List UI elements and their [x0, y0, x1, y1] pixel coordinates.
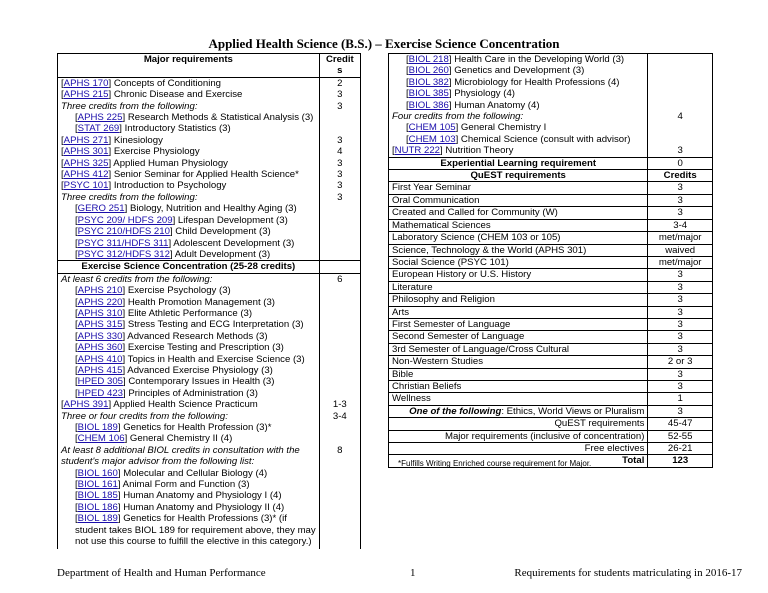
course-line: [HPED 305] Contemporary Issues in Health (3) — [75, 376, 275, 388]
course-line: [APHS 170] Concepts of Conditioning — [61, 77, 222, 89]
document-title: Applied Health Science (B.S.) – Exercise Science Concentration — [208, 36, 560, 51]
course-title: Three credits from the following: — [61, 100, 198, 112]
course-title: Genetics for Health Profession (3)* — [120, 422, 272, 433]
course-line: [APHS 315] Stress Testing and ECG Interpretation (3) — [75, 319, 304, 331]
quest-credit: 3 — [648, 380, 713, 392]
course-line: [CHEM 106] General Chemistry II (4) — [75, 433, 233, 445]
credit-value — [323, 123, 357, 134]
course-line: [PSYC 209/ HDFS 209] Lifespan Development (3) — [75, 214, 288, 226]
quest-label: Second Semester of Language — [389, 331, 648, 343]
course-line: [BIOL 218] Health Care in the Developing World (3) — [406, 54, 625, 65]
quest-label: Social Science (PSYC 101) — [389, 256, 648, 268]
course-line: [STAT 269] Introductory Statistics (3) — [75, 123, 231, 135]
credit-value — [651, 65, 709, 76]
course-link[interactable]: CHEM 105 — [408, 122, 456, 134]
course-line: [APHS 330] Advanced Research Methods (3) — [75, 330, 268, 342]
course-title: Advanced Exercise Physiology (3) — [125, 364, 273, 376]
credit-value — [323, 319, 357, 330]
course-title: Animal Form and Function (3) — [120, 479, 250, 491]
course-line: [APHS 210] Exercise Psychology (3) — [75, 285, 231, 297]
course-title: Senior Seminar for Applied Health Science* — [111, 169, 299, 181]
credit-value: 3 — [337, 100, 343, 112]
quest-row — [389, 244, 713, 256]
course-link[interactable]: APHS 215 — [63, 89, 109, 101]
credit-value — [323, 376, 357, 387]
course-title: Introductory Statistics (3) — [121, 123, 231, 135]
course-line: [PSYC 210/HDFS 210] Child Development (3) — [75, 226, 271, 238]
course-line: [BIOL 160] Molecular and Cellular Biology (4) — [75, 467, 268, 479]
course-line: [PSYC 311/HDFS 311] Adolescent Development (3) — [75, 237, 295, 249]
course-link[interactable]: APHS 220 — [77, 296, 123, 308]
footer-page-number: 1 — [410, 567, 416, 579]
continued-courses-cell — [389, 54, 648, 158]
course-link[interactable]: APHS 210 — [77, 285, 123, 297]
course-line: [APHS 360] Exercise Testing and Prescription (3) — [75, 342, 284, 354]
quest-label: Oral Communication — [389, 194, 648, 206]
course-link[interactable]: APHS 170 — [63, 77, 109, 89]
requirement-note — [61, 456, 316, 467]
major-requirements-table — [57, 53, 361, 549]
course-title: At least 6 credits from the following: — [61, 273, 213, 285]
course-title: Biology, Nutrition and Healthy Aging (3) — [127, 203, 297, 215]
credit-value — [651, 54, 709, 65]
credits-header: Credit s — [319, 54, 360, 78]
course-title: Chronic Disease and Exercise — [111, 89, 243, 101]
quest-row — [389, 207, 713, 219]
quest-label: Non-Western Studies — [389, 356, 648, 368]
credit-value: 3 — [337, 157, 343, 169]
quest-label: Created and Called for Community (W) — [389, 207, 648, 219]
totals-credit: 26-21 — [648, 443, 713, 455]
course-link[interactable]: APHS 410 — [77, 353, 123, 365]
requirement-note — [61, 274, 316, 285]
course-link[interactable]: PSYC 209/ HDFS 209 — [77, 214, 173, 226]
course-line: [CHEM 103] Chemical Science (consult with advisor) — [406, 133, 631, 145]
quest-label: Science, Technology & the World (APHS 301) — [389, 244, 648, 256]
requirement-note — [61, 525, 316, 536]
quest-row — [389, 219, 713, 231]
course-link[interactable]: APHS 301 — [63, 146, 109, 158]
quest-label: First Semester of Language — [389, 318, 648, 330]
quest-label: Philosophy and Religion — [389, 294, 648, 306]
quest-header: QuEST requirements — [389, 170, 648, 182]
course-title: Contemporary Issues in Health (3) — [125, 376, 275, 388]
credit-value — [323, 285, 357, 296]
quest-credit: 3 — [648, 182, 713, 194]
course-line: [APHS 220] Health Promotion Management (3) — [75, 296, 275, 308]
totals-row — [389, 418, 713, 430]
requirement-note — [61, 192, 316, 203]
concentration-credits-cell — [319, 273, 360, 549]
course-link[interactable]: APHS 412 — [63, 169, 109, 181]
course-link[interactable]: BIOL 161 — [77, 479, 118, 491]
requirement-note — [61, 411, 316, 422]
course-title: At least 8 additional BIOL credits in consultation with the — [61, 444, 300, 456]
major-requirements-cell — [58, 77, 320, 261]
credit-value: 8 — [337, 444, 343, 456]
credit-value — [651, 134, 709, 145]
credit-value — [323, 331, 357, 342]
credit-value — [323, 215, 357, 226]
course-title: Physiology (4) — [451, 88, 515, 100]
credit-value: 3 — [337, 134, 343, 146]
course-link[interactable]: APHS 310 — [77, 307, 123, 319]
course-title: Four credits from the following: — [392, 111, 524, 123]
course-title: Health Promotion Management (3) — [125, 296, 275, 308]
credit-value — [323, 365, 357, 376]
course-link[interactable]: BIOL 189 — [77, 513, 118, 525]
course-link[interactable]: BIOL 385 — [408, 88, 449, 100]
course-link[interactable]: CHEM 106 — [77, 433, 125, 445]
course-line: [APHS 271] Kinesiology — [61, 134, 163, 146]
credit-value — [651, 100, 709, 111]
credit-value — [323, 238, 357, 249]
continued-credits-cell — [648, 54, 713, 158]
requirement-note — [61, 101, 316, 112]
course-line: [PSYC 312/HDFS 312] Adult Development (3) — [75, 248, 271, 260]
quest-credit: 3 — [648, 207, 713, 219]
course-title: Three or four credits from the following: — [61, 410, 228, 422]
quest-label: Bible — [389, 368, 648, 380]
quest-row — [389, 269, 713, 281]
quest-credit: 3 — [648, 269, 713, 281]
credit-value: 1-3 — [332, 399, 347, 411]
credit-value: 3-4 — [332, 410, 347, 422]
quest-label: Laboratory Science (CHEM 103 or 105) — [389, 232, 648, 244]
credit-value: 3 — [337, 191, 343, 203]
credit-value: 3 — [677, 145, 683, 157]
course-link[interactable]: HPED 305 — [77, 376, 123, 388]
course-title: Kinesiology — [111, 134, 163, 146]
credit-value — [323, 456, 357, 467]
course-title: Human Anatomy and Physiology II (4) — [120, 501, 285, 513]
quest-row — [389, 256, 713, 268]
quest-label: First Year Seminar — [389, 182, 648, 194]
concentration-cell — [58, 273, 320, 549]
concentration-header: Exercise Science Concentration (25-28 credits) — [58, 261, 320, 273]
course-line: [APHS 215] Chronic Disease and Exercise — [61, 89, 243, 101]
course-title: Genetics and Development (3) — [451, 65, 585, 77]
course-link[interactable]: PSYC 312/HDFS 312 — [77, 248, 170, 260]
total-label: Total — [389, 455, 648, 467]
course-title: not use this course to fulfill the elective in this category.) — [75, 536, 312, 548]
course-link[interactable]: APHS 360 — [77, 342, 123, 354]
course-link[interactable]: APHS 415 — [77, 364, 123, 376]
course-title: Introduction to Psychology — [111, 180, 227, 192]
course-title: Applied Human Physiology — [111, 157, 228, 169]
requirement-note — [61, 445, 316, 456]
course-title: Adult Development (3) — [172, 248, 271, 260]
quest-row — [389, 281, 713, 293]
course-link[interactable]: CHEM 103 — [408, 133, 456, 145]
course-link[interactable]: APHS 330 — [77, 330, 123, 342]
quest-credit: met/major — [648, 256, 713, 268]
course-title: Elite Athletic Performance (3) — [125, 307, 253, 319]
footer-matriculation-note: Requirements for students matriculating in 2016-17 — [514, 567, 742, 579]
major-requirements-header: Major requirements — [58, 54, 320, 78]
quest-credit: 2 or 3 — [648, 356, 713, 368]
course-line: [APHS 391] Applied Health Science Practicum — [61, 399, 258, 411]
quest-credit: 3 — [648, 368, 713, 380]
course-title: Chemical Science (consult with advisor) — [458, 133, 631, 145]
course-link[interactable]: BIOL 382 — [408, 76, 449, 88]
major-credits-cell — [319, 77, 360, 261]
course-title: Adolescent Development (3) — [171, 237, 295, 249]
experiential-learning-label: Experiential Learning requirement — [389, 157, 648, 169]
credit-value — [323, 479, 357, 490]
footer-department: Department of Health and Human Performance — [57, 567, 266, 579]
course-line: [BIOL 385] Physiology (4) — [406, 88, 515, 100]
quest-label: European History or U.S. History — [389, 269, 648, 281]
experiential-learning-credit: 0 — [648, 157, 713, 169]
credit-value: 6 — [337, 273, 343, 285]
totals-label: Free electives — [389, 443, 648, 455]
course-line: [APHS 415] Advanced Exercise Physiology (3) — [75, 364, 273, 376]
quest-row — [389, 343, 713, 355]
credit-value — [651, 88, 709, 99]
course-line: [GERO 251] Biology, Nutrition and Healthy Aging (3) — [75, 203, 297, 215]
credit-value: 3 — [337, 89, 343, 101]
quest-requirements-table — [388, 53, 713, 468]
course-title: Human Anatomy (4) — [451, 99, 540, 111]
course-line: [BIOL 189] Genetics for Health Profession (3)* — [75, 422, 272, 433]
course-link[interactable]: BIOL 189 — [77, 422, 118, 433]
credit-value — [323, 422, 357, 433]
course-title: Exercise Physiology — [111, 146, 200, 158]
course-title: Health Care in the Developing World (3) — [451, 54, 625, 65]
quest-credit: 3 — [648, 318, 713, 330]
quest-credit: 3-4 — [648, 219, 713, 231]
course-link[interactable]: BIOL 386 — [408, 99, 449, 111]
course-title: Exercise Testing and Prescription (3) — [125, 342, 284, 354]
course-title: Three credits from the following: — [61, 191, 198, 203]
course-link[interactable]: BIOL 218 — [408, 54, 449, 65]
course-title: Human Anatomy and Physiology I (4) — [120, 490, 282, 502]
total-credit: 123 — [648, 455, 713, 467]
course-title: Concepts of Conditioning — [111, 77, 222, 89]
credit-value: 4 — [677, 111, 683, 123]
course-link[interactable]: APHS 391 — [63, 399, 109, 411]
credit-value — [323, 297, 357, 308]
credit-value — [323, 490, 357, 501]
quest-label: Arts — [389, 306, 648, 318]
one-of-following-label: One of the following: Ethics, World Views or Pluralism — [389, 405, 648, 417]
course-title: Microbiology for Health Professions (4) — [451, 76, 620, 88]
concentration-header-credit — [319, 261, 360, 273]
course-line: [APHS 410] Topics in Health and Exercise Science (3) — [75, 353, 305, 365]
totals-row — [389, 430, 713, 442]
course-line: [BIOL 386] Human Anatomy (4) — [406, 99, 540, 111]
course-title: Advanced Research Methods (3) — [125, 330, 268, 342]
course-title: Child Development (3) — [172, 226, 271, 238]
credit-value: 3 — [337, 180, 343, 192]
course-title: Exercise Psychology (3) — [125, 285, 231, 297]
quest-credit: met/major — [648, 232, 713, 244]
course-link[interactable]: STAT 269 — [77, 123, 120, 135]
quest-credit: 3 — [648, 331, 713, 343]
quest-row — [389, 194, 713, 206]
quest-row — [389, 368, 713, 380]
credit-value — [323, 342, 357, 353]
course-link[interactable]: BIOL 186 — [77, 501, 118, 513]
credit-value — [323, 249, 357, 260]
quest-credit: waived — [648, 244, 713, 256]
credit-value — [323, 468, 357, 479]
course-link[interactable]: APHS 271 — [63, 134, 109, 146]
course-line: [CHEM 105] General Chemistry I — [406, 122, 547, 134]
credit-value — [323, 226, 357, 237]
course-title: Topics in Health and Exercise Science (3) — [125, 353, 305, 365]
course-link[interactable]: BIOL 160 — [77, 467, 118, 479]
requirement-note — [61, 536, 316, 547]
credit-value — [323, 513, 357, 524]
course-title: Nutrition Theory — [442, 145, 514, 157]
credit-value — [323, 203, 357, 214]
course-line: [APHS 225] Research Methods & Statistical Analysis (3) — [75, 112, 314, 124]
credit-value — [323, 354, 357, 365]
totals-label: QuEST requirements — [389, 418, 648, 430]
course-link[interactable]: PSYC 311/HDFS 311 — [77, 237, 169, 249]
course-line: [APHS 301] Exercise Physiology — [61, 146, 200, 158]
course-line: [BIOL 382] Microbiology for Health Professions (4) — [406, 76, 620, 88]
credit-value — [651, 122, 709, 133]
quest-credit: 1 — [648, 393, 713, 405]
course-line: [BIOL 186] Human Anatomy and Physiology II (4) — [75, 501, 285, 513]
credit-value — [651, 77, 709, 88]
credit-value — [323, 502, 357, 513]
course-link[interactable]: BIOL 260 — [408, 65, 449, 77]
credit-value: 2 — [337, 77, 343, 89]
course-line: [APHS 310] Elite Athletic Performance (3) — [75, 307, 253, 319]
quest-row — [389, 306, 713, 318]
quest-row — [389, 318, 713, 330]
quest-credit: 3 — [648, 294, 713, 306]
totals-credit: 45-47 — [648, 418, 713, 430]
one-of-following-credit: 3 — [648, 405, 713, 417]
totals-row — [389, 443, 713, 455]
credit-value: 4 — [337, 146, 343, 158]
footnote: *Fulfills Writing Enriched course requirement for Major. — [398, 459, 592, 468]
course-link[interactable]: GERO 251 — [77, 203, 125, 215]
course-line: [BIOL 260] Genetics and Development (3) — [406, 65, 585, 77]
course-line: [BIOL 161] Animal Form and Function (3) — [75, 479, 250, 491]
course-link[interactable]: HPED 423 — [77, 387, 123, 399]
quest-row — [389, 380, 713, 392]
course-link[interactable]: APHS 325 — [63, 157, 109, 169]
totals-credit: 52-55 — [648, 430, 713, 442]
quest-credit: 3 — [648, 306, 713, 318]
course-title: student takes BIOL 189 for requirement above, they may — [75, 524, 316, 536]
course-line: [APHS 325] Applied Human Physiology — [61, 157, 228, 169]
course-title: Principles of Administration (3) — [125, 387, 258, 399]
quest-label: Literature — [389, 281, 648, 293]
course-link[interactable]: APHS 315 — [77, 319, 123, 331]
course-link[interactable]: APHS 225 — [77, 112, 123, 124]
credit-value — [323, 433, 357, 444]
course-line: [APHS 412] Senior Seminar for Applied Health Science* — [61, 169, 299, 181]
quest-credit: 3 — [648, 343, 713, 355]
course-line: [NUTR 222] Nutrition Theory — [392, 145, 514, 157]
totals-label: Major requirements (inclusive of concentration) — [389, 430, 648, 442]
credit-value — [323, 536, 357, 547]
course-title: student's major advisor from the following list: — [61, 456, 255, 468]
course-line: [BIOL 185] Human Anatomy and Physiology I (4) — [75, 490, 282, 502]
credit-value — [323, 525, 357, 536]
course-line: [PSYC 101] Introduction to Psychology — [61, 180, 227, 192]
credit-value — [323, 112, 357, 123]
quest-label: 3rd Semester of Language/Cross Cultural — [389, 343, 648, 355]
quest-label: Wellness — [389, 393, 648, 405]
course-link[interactable]: NUTR 222 — [394, 145, 440, 157]
course-title: Genetics for Health Professions (3)* (if — [120, 513, 287, 525]
credit-value — [323, 308, 357, 319]
quest-row — [389, 356, 713, 368]
course-title: General Chemistry I — [458, 122, 547, 134]
quest-row — [389, 393, 713, 405]
course-title: Stress Testing and ECG Interpretation (3) — [125, 319, 304, 331]
quest-credit: 3 — [648, 281, 713, 293]
requirement-note — [392, 111, 644, 122]
quest-row — [389, 182, 713, 194]
course-title: Research Methods & Statistical Analysis (3) — [125, 112, 314, 124]
course-link[interactable]: PSYC 210/HDFS 210 — [77, 226, 170, 238]
course-title: Molecular and Cellular Biology (4) — [120, 467, 268, 479]
course-link[interactable]: BIOL 185 — [77, 490, 118, 502]
quest-row — [389, 294, 713, 306]
course-line: [HPED 423] Principles of Administration (3) — [75, 387, 258, 399]
quest-row — [389, 232, 713, 244]
course-title: Applied Health Science Practicum — [111, 399, 258, 411]
course-link[interactable]: PSYC 101 — [63, 180, 109, 192]
quest-label: Christian Beliefs — [389, 380, 648, 392]
quest-credits-header: Credits — [648, 170, 713, 182]
credit-value: 3 — [337, 169, 343, 181]
quest-credit: 3 — [648, 194, 713, 206]
quest-label: Mathematical Sciences — [389, 219, 648, 231]
quest-row — [389, 331, 713, 343]
course-title: Lifespan Development (3) — [175, 214, 288, 226]
course-title: General Chemistry II (4) — [127, 433, 233, 445]
course-line: [BIOL 189] Genetics for Health Professions (3)* (if — [75, 513, 287, 525]
credit-value — [323, 388, 357, 399]
